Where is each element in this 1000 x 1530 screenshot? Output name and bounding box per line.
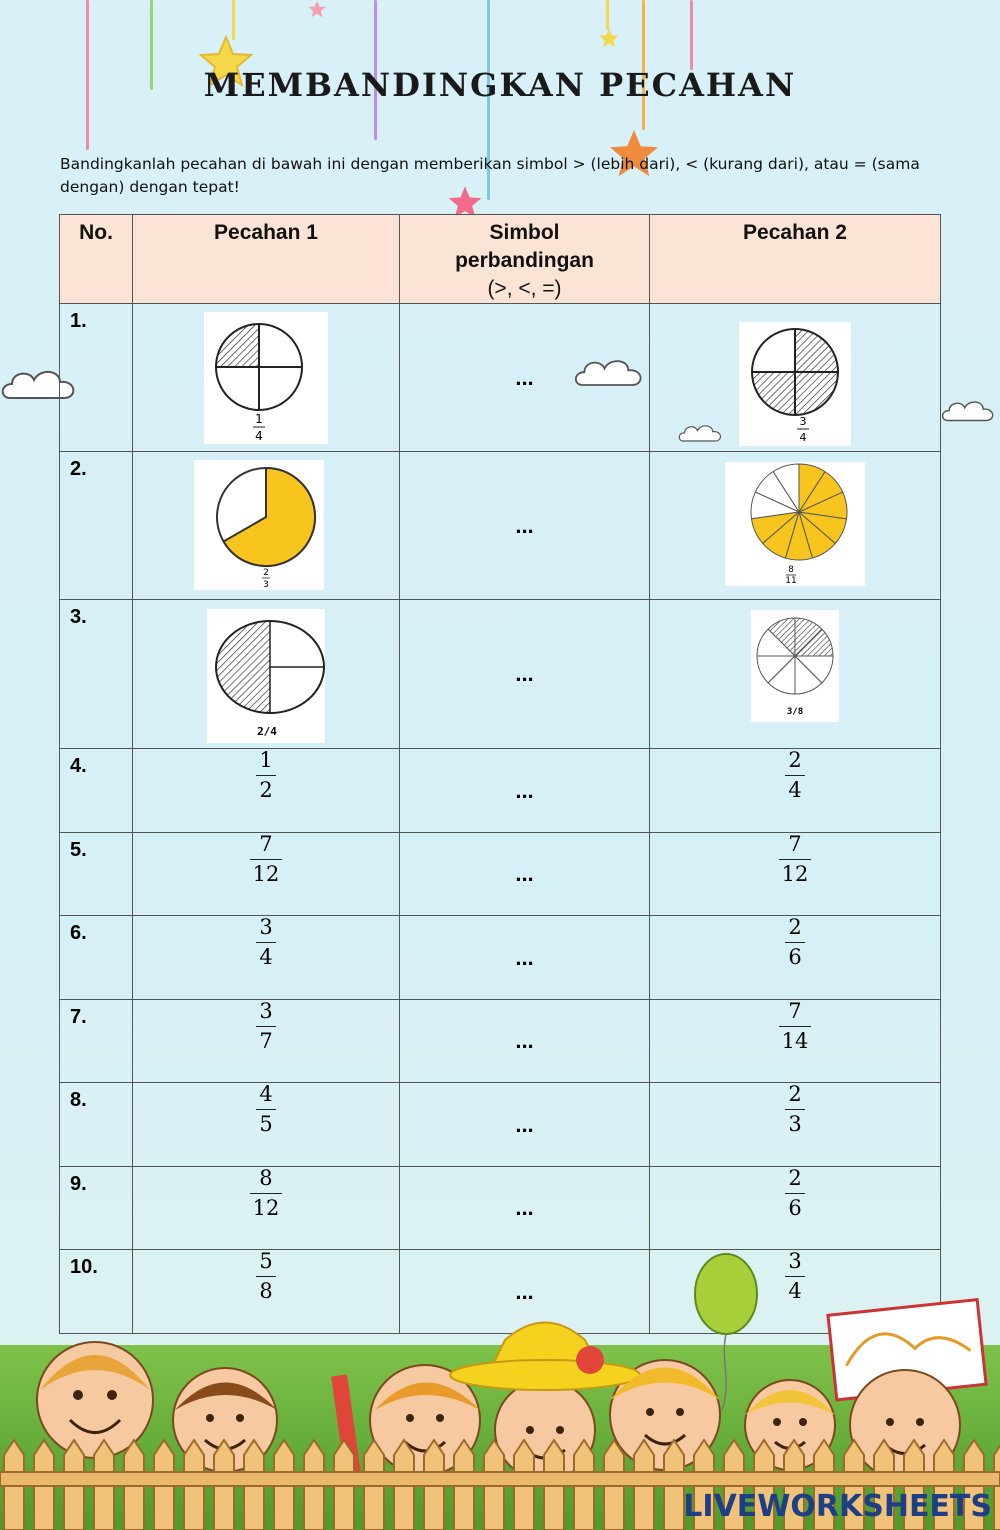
fraction-1-cell [133,916,400,1000]
table-row [60,1083,941,1167]
denominator: 8 [259,1279,273,1303]
symbol-answer-field[interactable]: ... [400,600,650,749]
fraction-circle-2-3 [194,460,324,590]
fraction-2 [779,831,812,888]
numerator: 2 [788,748,802,772]
denominator: 7 [259,1029,273,1053]
numerator: 7 [259,832,273,856]
fraction-1 [250,1165,283,1222]
denominator: 4 [259,945,273,969]
numerator: 2 [788,1166,802,1190]
fraction-1-cell [133,1083,400,1167]
numerator: 3 [259,915,273,939]
fraction-circle-image [194,460,324,590]
fraction-bar [256,1026,275,1027]
fraction-2-cell [650,304,941,452]
fraction-bar [250,859,283,860]
numerator: 2 [788,1082,802,1106]
fraction-1 [256,747,275,804]
denominator: 14 [781,1029,809,1053]
hanging-string [642,0,645,130]
fraction-2-cell [650,1000,941,1083]
header-symbol-line3: (>, <, =) [487,277,562,300]
row-number: 8. [60,1083,133,1167]
fraction-circle-image [207,609,325,743]
header-no: No. [60,215,133,304]
numerator: 4 [259,1082,273,1106]
hanging-string [232,0,235,40]
fraction-bar [256,775,275,776]
fraction-2-cell [650,1083,941,1167]
fraction-2-cell [650,600,941,749]
row-number: 6. [60,916,133,1000]
row-number: 1. [60,304,133,452]
fraction-circle-1-4 [204,312,328,444]
svg-text:4: 4 [799,431,807,444]
fraction-circle-image [739,322,851,446]
fraction-1-cell [133,833,400,916]
row-number: 10. [60,1250,133,1334]
fraction-bar [779,859,812,860]
fraction-2 [785,1081,804,1138]
header-fraction-2: Pecahan 2 [650,215,941,304]
fraction-bar [785,1109,804,1110]
svg-text:4: 4 [255,429,263,443]
instruction-text: Bandingkanlah pecahan di bawah ini dengan memberikan simbol > (lebih dari), < (kurang dari), atau = (sama dengan) dengan tepat! [60,155,920,196]
row-number: 4. [60,749,133,833]
table-row [60,1167,941,1250]
cloud-icon [940,395,998,429]
svg-text:2/4: 2/4 [257,725,277,738]
numerator: 3 [259,999,273,1023]
fraction-bar [785,942,804,943]
fraction-bar [779,1026,812,1027]
denominator: 4 [788,778,802,802]
symbol-answer-field[interactable]: ... [400,916,650,1000]
fraction-1 [256,914,275,971]
fraction-circle-image [751,610,839,722]
numerator: 7 [788,832,802,856]
svg-text:3: 3 [799,415,807,428]
fraction-1-cell [133,600,400,749]
row-number: 7. [60,1000,133,1083]
table-header-row [60,215,941,304]
table-row [60,600,941,749]
numerator: 3 [788,1249,802,1273]
header-fraction-1: Pecahan 1 [133,215,400,304]
svg-text:3/8: 3/8 [786,707,804,717]
star-icon [598,28,620,48]
fraction-1 [250,831,283,888]
fraction-bar [256,1109,275,1110]
fraction-2-cell [650,916,941,1000]
table-row [60,916,941,1000]
svg-text:1: 1 [255,412,263,426]
table-row [60,749,941,833]
fraction-circle-2-4 [207,609,325,743]
symbol-answer-field[interactable]: ... [400,749,650,833]
denominator: 2 [259,778,273,802]
symbol-answer-field[interactable]: ... [400,452,650,600]
denominator: 12 [252,862,280,886]
hanging-string [606,0,609,30]
fraction-circle-3-4 [739,322,851,446]
fraction-bar [785,775,804,776]
fraction-2-cell [650,749,941,833]
table-row [60,452,941,600]
fraction-1-cell [133,452,400,600]
fraction-2 [785,747,804,804]
symbol-answer-field[interactable]: ... [400,1167,650,1250]
fraction-1-cell [133,749,400,833]
table-row [60,304,941,452]
fraction-2 [785,914,804,971]
denominator: 6 [788,945,802,969]
fraction-2 [779,998,812,1055]
symbol-answer-field[interactable]: ... [400,1083,650,1167]
fraction-circle-image [725,462,865,586]
row-number: 9. [60,1167,133,1250]
fraction-bar [250,1193,283,1194]
fraction-2 [785,1165,804,1222]
fraction-1 [256,1081,275,1138]
svg-text:11: 11 [785,576,797,586]
symbol-answer-field[interactable]: ... [400,1000,650,1083]
fraction-bar [256,942,275,943]
fraction-1-cell [133,1000,400,1083]
denominator: 12 [252,1196,280,1220]
fraction-circle-3-8 [751,610,839,722]
numerator: 1 [259,748,273,772]
svg-text:3: 3 [263,580,269,590]
row-number: 2. [60,452,133,600]
header-symbol [400,215,650,304]
fraction-circle-image [204,312,328,444]
symbol-answer-field[interactable]: ... [400,304,650,452]
denominator: 5 [259,1112,273,1136]
denominator: 12 [781,862,809,886]
symbol-answer-field[interactable]: ... [400,833,650,916]
hanging-string [690,0,693,70]
table-row [60,833,941,916]
fraction-bar [785,1193,804,1194]
fraction-1-cell [133,304,400,452]
star-icon [306,0,328,18]
liveworksheets-logo: LIVEWORKSHEETS [683,1489,992,1524]
kids-fence-illustration [0,1250,1000,1530]
fraction-2-cell [650,833,941,916]
fraction-circle-8-11 [725,462,865,586]
svg-text:8: 8 [788,565,794,575]
numerator: 5 [259,1249,273,1273]
numerator: 8 [259,1166,273,1190]
page-title: MEMBANDINGKAN PECAHAN [203,66,797,104]
table-row [60,1000,941,1083]
denominator: 4 [788,1279,802,1303]
numerator: 7 [788,999,802,1023]
fraction-1-cell [133,1167,400,1250]
numerator: 2 [788,915,802,939]
row-number: 3. [60,600,133,749]
fraction-2-cell [650,1167,941,1250]
header-symbol-line1: Simbol [489,221,560,244]
symbol-answer-field[interactable]: ... [400,1250,650,1334]
comparison-table [59,214,941,1334]
denominator: 3 [788,1112,802,1136]
fraction-1 [256,998,275,1055]
row-number: 5. [60,833,133,916]
header-symbol-line2: perbandingan [455,249,594,272]
svg-text:2: 2 [263,568,269,578]
fraction-2-cell [650,452,941,600]
denominator: 6 [788,1196,802,1220]
